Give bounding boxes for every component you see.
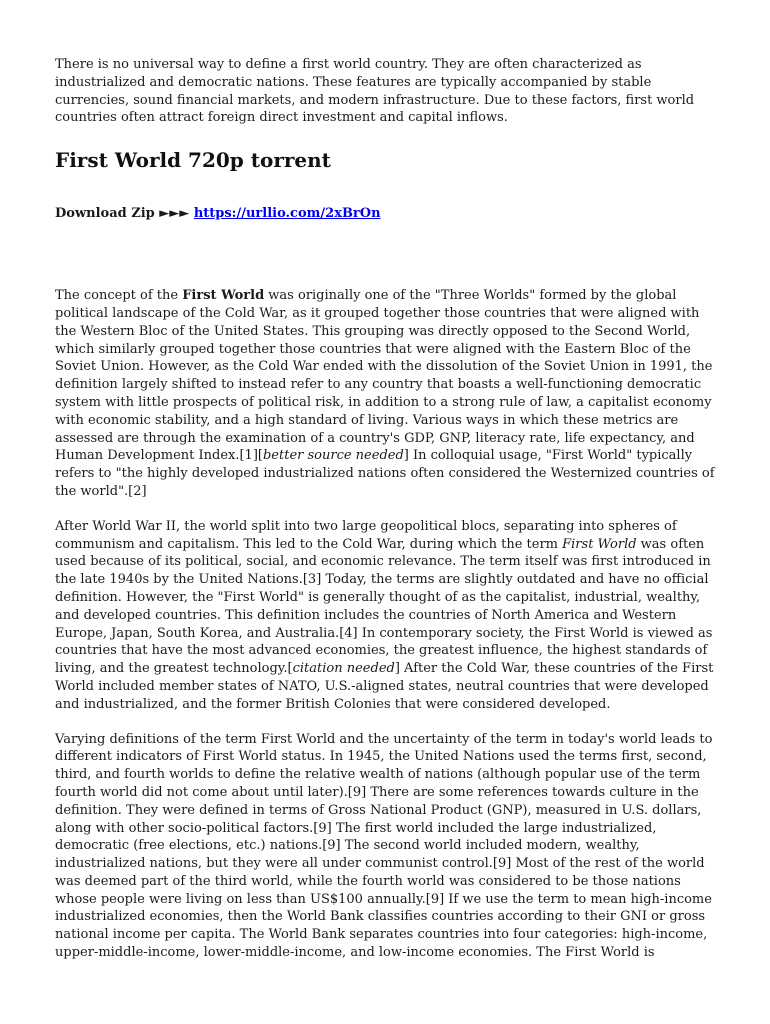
body-paragraph-2 [55, 518, 715, 714]
intro-paragraph: There is no universal way to define a first world country. They are often characterized as industrialized and democratic nations. These features are typically accompanied by stable currencies, sound financial markets, and modern infrastructure. Due to these factors, first world countries often attract foreign direct investment and capital inflows. [55, 57, 695, 126]
p2-italic-2: citation needed [292, 661, 395, 677]
p1-bold: First World [182, 288, 265, 304]
p1-italic: better source needed [262, 448, 404, 464]
p1-text-b: was originally one of the "Three Worlds" formed by the global political landscape of the Cold War, as it grouped together those countries that were aligned with the Western Bloc of the United States. This grouping was directly opposed to the Second World, which similarly grouped together those countries that were aligned with the Eastern Bloc of the Soviet Union. However, as the Cold War ended with the dissolution of the Soviet Union in 1991, the definition largely shifted to instead refer to any country that boasts a well-functioning democratic system with little prospects of political risk, in addition to a strong rule of law, a capitalist economy with economic stability, and a high standard of living. Various ways in which these metrics are assessed are through the examination of a country's GDP, GNP, literacy rate, life expectancy, and Human Development Index.[1][ [55, 288, 713, 464]
document-page [55, 56, 715, 962]
body-paragraph-3: Varying definitions of the term First World and the uncertainty of the term in today's world leads to different indicators of First World status. In 1945, the United Nations used the terms first, second, third, and fourth worlds to define the relative wealth of nations (although popular use of the term fourth world did not come about until later).[9] There are some references towards culture in the definition. They were defined in terms of Gross National Product (GNP), measured in U.S. dollars, along with other socio-political factors.[9] The first world included the large industrialized, democratic (free elections, etc.) nations.[9] The second world included modern, wealthy, industrialized nations, but they were all under communist control.[9] Most of the rest of the world was deemed part of the third world, while the fourth world was considered to be those nations whose people were living on less than US$100 annually.[9] If we use the term to mean high-income industrialized economies, then the World Bank classifies countries according to their GNI or gross national income per capita. The World Bank separates countries into four categories: high-income, upper-middle-income, lower-middle-income, and low-income economies. The First World is [55, 731, 713, 961]
p2-italic-1: First World [562, 536, 637, 552]
p2-text-b: was often used because of its political, social, and economic relevance. The term itself was first introduced in the late 1940s by the United Nations.[3] Today, the terms are slightly outdated and have no official definition. However, the "First World" is generally thought of as the capitalist, industrial, wealthy, and developed countries. This definition includes the countries of North America and Western Europe, Japan, South Korea, and Australia.[4] In contemporary society, the First World is viewed as countries that have the most advanced economies, the greatest influence, the highest standards of living, and the greatest technology.[ [55, 536, 713, 677]
page-title: First World 720p torrent [55, 148, 331, 173]
download-label: Download Zip ►►► [55, 206, 190, 222]
p2-text-c: ] After the Cold War, these countries of the First World included member states of NATO, U.S.-aligned states, neutral countries that were developed and industrialized, and the former British Colonies that were considered developed. [55, 661, 714, 712]
p1-text-a: The concept of the [55, 288, 183, 304]
p2-text-a: After World War II, the world split into two large geopolitical blocs, separating into spheres of communism and capitalism. This led to the Cold War, during which the term [55, 518, 677, 552]
body-paragraph-1 [55, 287, 715, 501]
download-link[interactable]: https://urllio.com/2xBrOn [193, 206, 381, 222]
p1-text-c: ] In colloquial usage, "First World" typically refers to "the highly developed industrialized nations often considered the Westernized countries of the world".[2] [55, 448, 715, 499]
download-line [55, 205, 715, 223]
